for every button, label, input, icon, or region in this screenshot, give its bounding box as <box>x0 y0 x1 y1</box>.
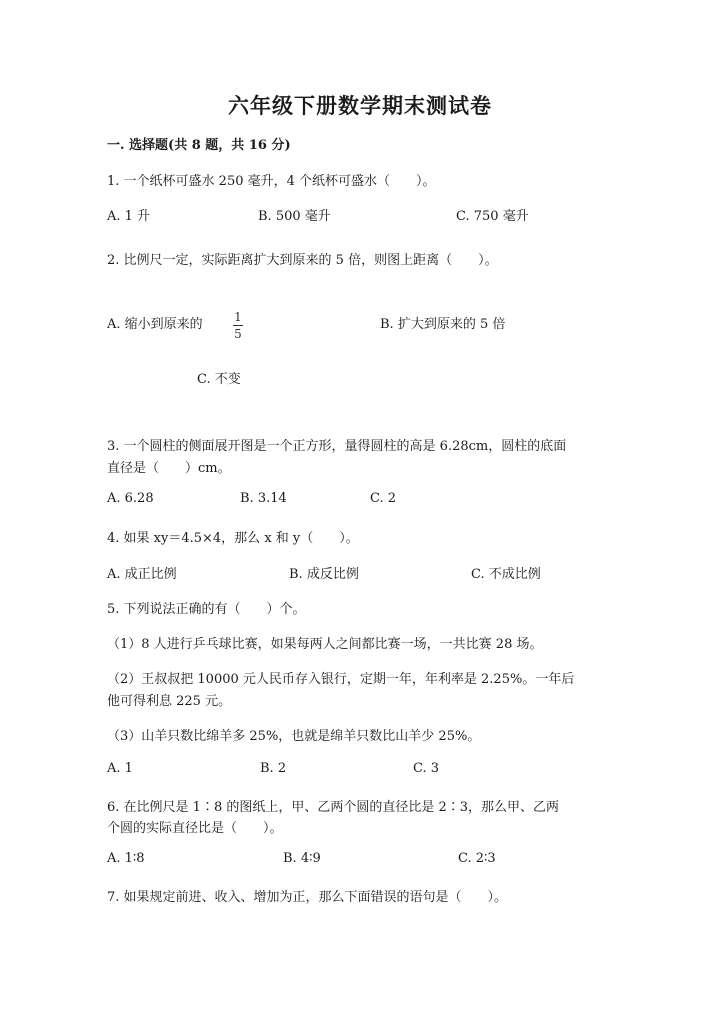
q2-option-b: B. 扩大到原来的 5 倍 <box>380 317 506 332</box>
question-4: 4. 如果 xy＝4.5×4，那么 x 和 y（ ）。 <box>107 531 359 546</box>
q6-option-a: A. 1∶8 <box>107 851 145 866</box>
q5-option-a: A. 1 <box>107 761 133 776</box>
question-5: 5. 下列说法正确的有（ ）个。 <box>107 602 306 617</box>
q3-option-b: B. 3.14 <box>240 491 287 506</box>
q5-statement-2-line-1: （2）王叔叔把 10000 元人民币存入银行，定期一年，年利率是 2.25%。一年后 <box>107 672 575 687</box>
q2-option-a: A. 缩小到原来的 <box>107 317 203 332</box>
fraction-denominator: 5 <box>234 327 242 341</box>
section-heading: 一. 选择题(共 8 题，共 16 分) <box>107 138 291 153</box>
q6-option-c: C. 2∶3 <box>458 851 496 866</box>
question-6-line-2: 个圆的实际直径比是（ ）。 <box>107 821 283 836</box>
page-title: 六年级下册数学期末测试卷 <box>228 93 492 118</box>
q2-option-c: C. 不变 <box>197 372 241 387</box>
q4-option-b: B. 成反比例 <box>289 567 359 582</box>
q1-option-a: A. 1 升 <box>107 209 151 224</box>
question-3-line-2: 直径是（ ）cm。 <box>107 461 231 476</box>
question-1: 1. 一个纸杯可盛水 250 毫升，4 个纸杯可盛水（ ）。 <box>107 174 436 189</box>
fraction-numerator: 1 <box>234 310 242 324</box>
q4-option-a: A. 成正比例 <box>107 567 177 582</box>
question-6-line-1: 6. 在比例尺是 1∶8 的图纸上，甲、乙两个圆的直径比是 2∶3，那么甲、乙两 <box>107 800 560 815</box>
q3-option-a: A. 6.28 <box>107 491 154 506</box>
q5-statement-1: （1）8 人进行乒乓球比赛，如果每两人之间都比赛一场，一共比赛 28 场。 <box>107 637 543 652</box>
q5-statement-2-line-2: 他可得利息 225 元。 <box>107 694 232 709</box>
q1-option-c: C. 750 毫升 <box>456 209 529 224</box>
q6-option-b: B. 4∶9 <box>283 851 321 866</box>
q5-option-c: C. 3 <box>413 761 440 776</box>
fraction-one-fifth <box>231 311 245 340</box>
q3-option-c: C. 2 <box>370 491 397 506</box>
fraction-bar <box>233 325 243 326</box>
q4-option-c: C. 不成比例 <box>471 567 541 582</box>
q5-statement-3: （3）山羊只数比绵羊多 25%，也就是绵羊只数比山羊少 25%。 <box>107 729 481 744</box>
question-2: 2. 比例尺一定，实际距离扩大到原来的 5 倍，则图上距离（ ）。 <box>107 253 498 268</box>
q5-option-b: B. 2 <box>260 761 287 776</box>
q1-option-b: B. 500 毫升 <box>258 209 331 224</box>
question-7: 7. 如果规定前进、收入、增加为正，那么下面错误的语句是（ ）。 <box>107 890 508 905</box>
question-3-line-1: 3. 一个圆柱的侧面展开图是一个正方形，量得圆柱的高是 6.28cm，圆柱的底面 <box>107 439 567 454</box>
